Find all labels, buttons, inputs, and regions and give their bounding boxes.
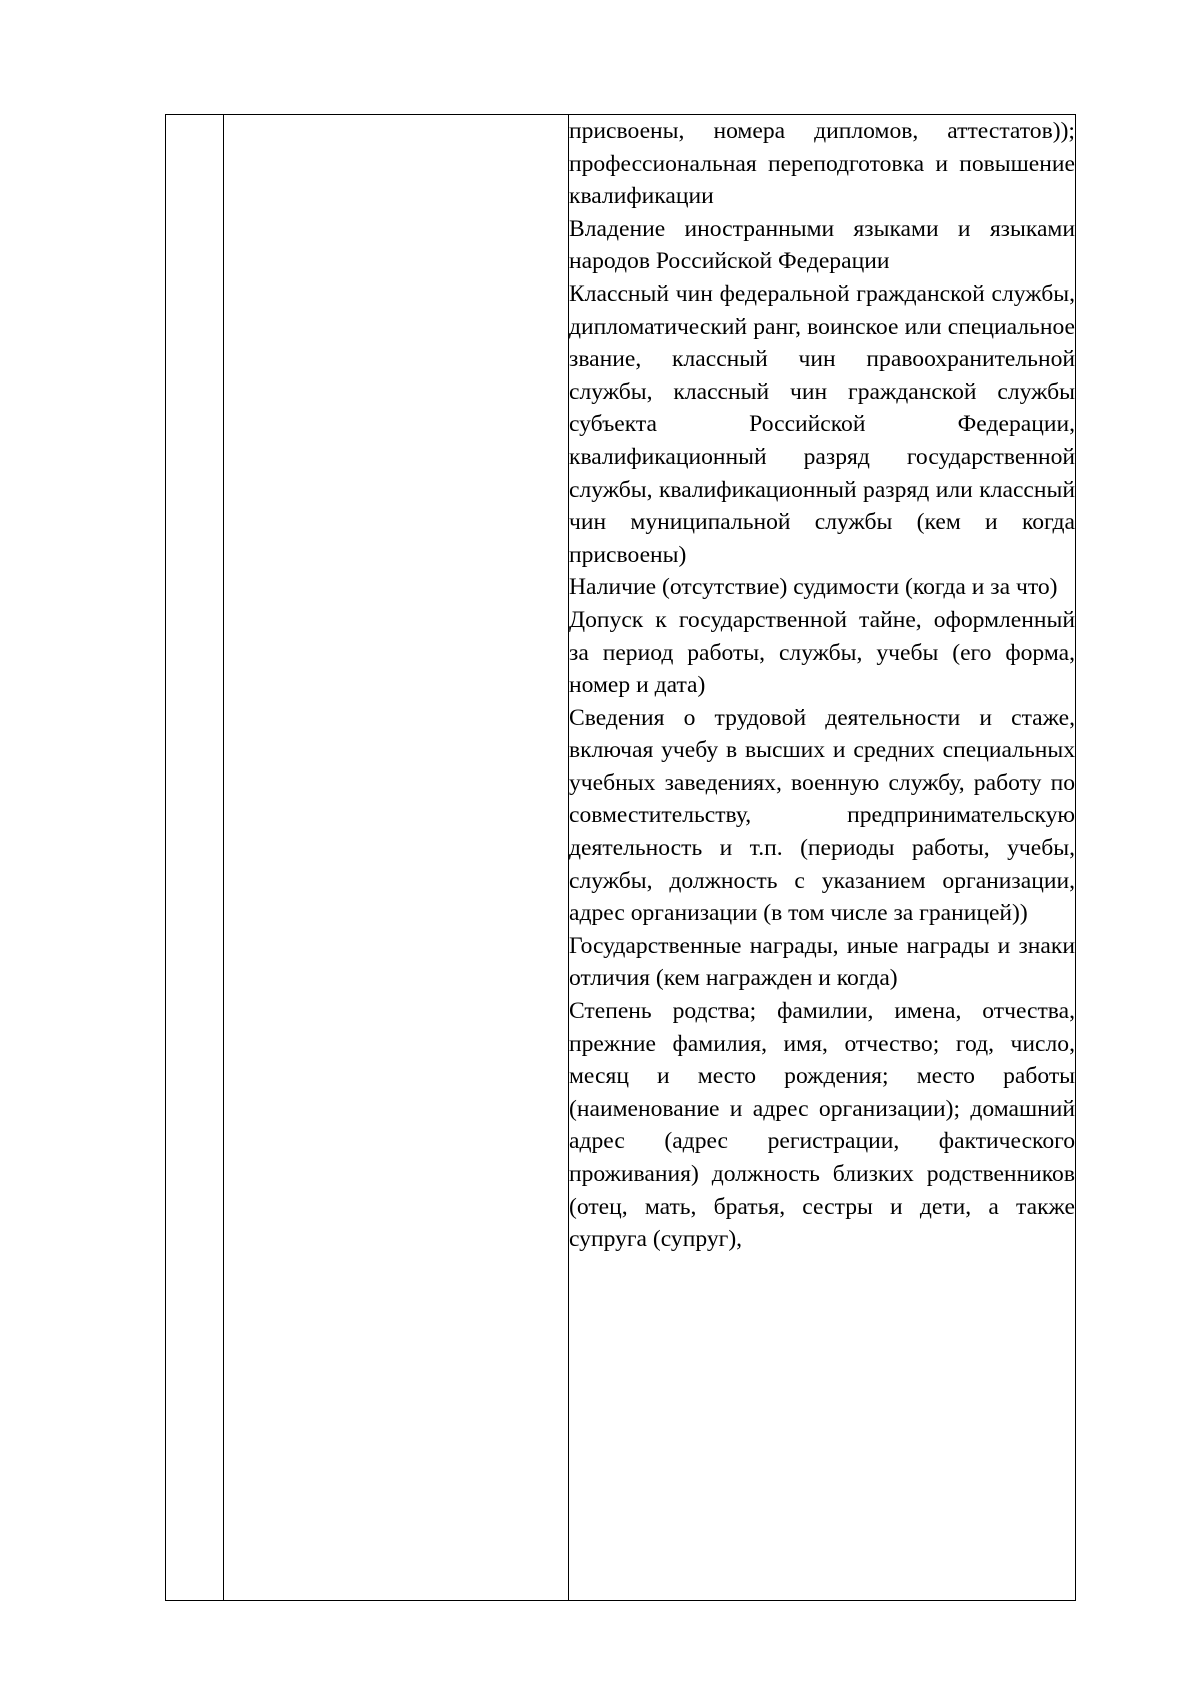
table-row bbox=[166, 115, 1076, 1601]
criminal-record-text: Наличие (отсутствие) судимости (когда и за что) bbox=[569, 574, 1058, 601]
relatives-text: Степень родства; фамилии, имена, отчества, прежние фамилия, имя, отчество; год, число, месяц и место рождения; место работы (наименование и адрес организации); домашний адрес (адрес регистрации, фактического проживания) должность близких родственников (отец, мать, братья, сестры и дети, а также супруга (супруг), bbox=[569, 998, 1075, 1253]
languages-text: Владение иностранными языками и языками народов Российской Федерации bbox=[569, 215, 1075, 275]
state-secret-access-text: Допуск к государственной тайне, оформленный за период работы, службы, учебы (его форма, номер и дата) bbox=[569, 606, 1075, 699]
personal-data-table bbox=[165, 114, 1076, 1601]
class-rank-text: Классный чин федеральной гражданской службы, дипломатический ранг, воинское или специальное звание, классный чин правоохранительной службы, классный чин гражданской службы субъекта Российской Федерации, квалификационный разряд государственной службы, квалификационный разряд или классный чин муниципальной службы (кем и когда присвоены) bbox=[569, 280, 1075, 568]
row-name-cell bbox=[224, 115, 569, 1601]
education-details-text: присвоены, номера дипломов, аттестатов)); профессиональная переподготовка и повышение квалификации bbox=[569, 118, 1075, 210]
row-content-cell bbox=[569, 115, 1076, 1601]
row-number-cell bbox=[166, 115, 224, 1601]
work-experience-text: Сведения о трудовой деятельности и стаже, включая учебу в высших и средних специальных учебных заведениях, военную службу, работу по совместительству, предпринимательскую деятельность и т.п. (периоды работы, учебы, службы, должность с указанием организации, адрес организации (в том числе за границей)) bbox=[569, 704, 1075, 927]
awards-text: Государственные награды, иные награды и знаки отличия (кем награжден и когда) bbox=[569, 932, 1075, 992]
